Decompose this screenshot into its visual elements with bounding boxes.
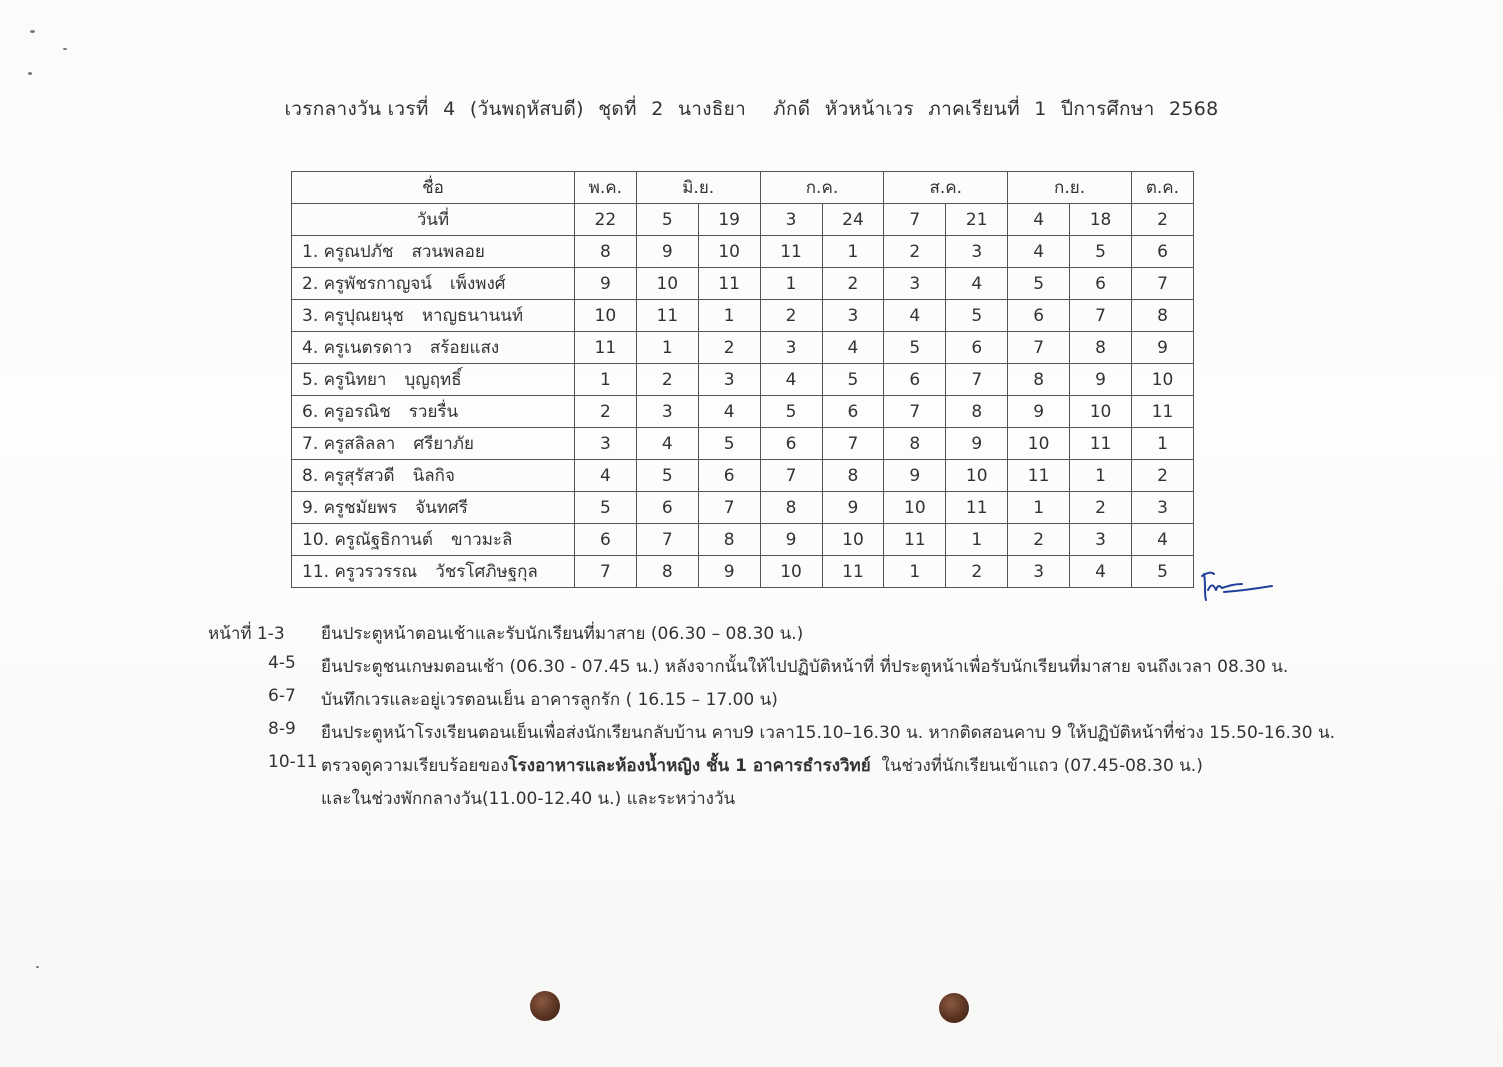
teacher-name: 1. ครูณปภัช (302, 242, 394, 262)
duty-number-cell: 8 (1008, 364, 1070, 396)
duty-number-cell: 8 (946, 396, 1008, 428)
duty-number-cell: 6 (760, 428, 822, 460)
duty-number-cell: 11 (1008, 460, 1070, 492)
teacher-name: 5. ครูนิทยา (302, 370, 387, 390)
duty-number-cell: 11 (636, 300, 698, 332)
date-header: 24 (822, 204, 884, 236)
duty-number-cell: 1 (574, 364, 636, 396)
date-header: 2 (1131, 204, 1193, 236)
teacher-name-cell (292, 428, 575, 460)
title-num: 4 (443, 98, 456, 120)
paper-speck (28, 72, 32, 75)
teacher-name-cell (292, 332, 575, 364)
duty-number-cell: 10 (1131, 364, 1193, 396)
duty-number-cell: 1 (760, 268, 822, 300)
duty-number-cell: 11 (1131, 396, 1193, 428)
signature-mark (1198, 564, 1278, 604)
duty-number-cell: 5 (698, 428, 760, 460)
document-title (0, 94, 1503, 124)
duty-number-cell: 3 (760, 332, 822, 364)
duty-number-cell: 1 (884, 556, 946, 588)
date-header: 18 (1070, 204, 1132, 236)
binder-hole (530, 991, 560, 1021)
duty-number-cell: 1 (1131, 428, 1193, 460)
month-header-row (292, 172, 1194, 204)
teacher-name-cell (292, 300, 575, 332)
table-row (292, 300, 1194, 332)
note-text: บันทึกเวรและอยู่เวรตอนเย็น อาคารลูกรัก ( 16.15 – 17.00 น) (321, 690, 778, 710)
duty-number-cell: 1 (1008, 492, 1070, 524)
duty-number-cell: 11 (698, 268, 760, 300)
duty-number-cell: 6 (1070, 268, 1132, 300)
note-text: ยืนประตูหน้าโรงเรียนตอนเย็นเพื่อส่งนักเรียนกลับบ้าน คาบ9 เวลา15.10–16.30 น. หากติดสอนคาบ 9 ให้ปฏิบัติหน้าที่ช่วง 15.50-16.30 น. (321, 723, 1335, 743)
teacher-surname: สร้อยแสง (429, 338, 500, 358)
duty-number-cell: 7 (822, 428, 884, 460)
duty-number-cell: 3 (946, 236, 1008, 268)
date-column-header: วันที่ (292, 204, 575, 236)
note-text: ยืนประตูชนเกษมตอนเช้า (06.30 - 07.45 น.) หลังจากนั้นให้ไปปฏิบัติหน้าที่ ที่ประตูหน้าเพื่อรับนักเรียนที่มาสาย จนถึงเวลา 08.30 น. (321, 657, 1289, 677)
duty-number-cell: 2 (1131, 460, 1193, 492)
duty-number-cell: 11 (1070, 428, 1132, 460)
duty-number-cell: 4 (1131, 524, 1193, 556)
title-term-num: 1 (1034, 98, 1047, 120)
note-label: หน้าที่ 1-3 (208, 624, 285, 644)
duty-number-cell: 11 (946, 492, 1008, 524)
teacher-name-cell (292, 236, 575, 268)
duty-number-cell: 1 (946, 524, 1008, 556)
duty-number-cell: 2 (1008, 524, 1070, 556)
title-year: 2568 (1168, 98, 1219, 120)
duty-number-cell: 6 (698, 460, 760, 492)
teacher-surname: สวนพลอย (411, 242, 485, 262)
duty-number-cell: 7 (1070, 300, 1132, 332)
duty-number-cell: 8 (698, 524, 760, 556)
duty-number-cell: 9 (636, 236, 698, 268)
title-term-label: ภาคเรียนที่ (928, 98, 1020, 120)
month-header: ต.ค. (1131, 172, 1193, 204)
duty-number-cell: 5 (822, 364, 884, 396)
teacher-name: 6. ครูอรณิช (302, 402, 391, 422)
teacher-name: 9. ครูชมัยพร (302, 498, 398, 518)
duty-number-cell: 2 (636, 364, 698, 396)
duty-number-cell: 6 (574, 524, 636, 556)
duty-number-cell: 3 (1070, 524, 1132, 556)
duty-number-cell: 10 (574, 300, 636, 332)
duty-number-cell: 9 (946, 428, 1008, 460)
teacher-name-cell (292, 556, 575, 588)
teacher-name: 3. ครูปุณยนุช (302, 306, 404, 326)
teacher-name-cell (292, 460, 575, 492)
duty-number-cell: 5 (760, 396, 822, 428)
binder-hole (939, 993, 969, 1023)
date-header: 21 (946, 204, 1008, 236)
duty-number-cell: 9 (760, 524, 822, 556)
title-set-num: 2 (651, 98, 664, 120)
table-row (292, 268, 1194, 300)
duty-number-cell: 9 (1008, 396, 1070, 428)
duty-number-cell: 5 (1008, 268, 1070, 300)
duty-number-cell: 4 (760, 364, 822, 396)
date-header: 22 (574, 204, 636, 236)
month-header: ส.ค. (884, 172, 1008, 204)
duty-number-cell: 3 (574, 428, 636, 460)
duty-number-cell: 5 (1131, 556, 1193, 588)
duty-number-cell: 4 (636, 428, 698, 460)
teacher-name-cell (292, 396, 575, 428)
duty-number-cell: 10 (822, 524, 884, 556)
date-header: 7 (884, 204, 946, 236)
paper-speck (36, 966, 39, 968)
note-text-part: ในช่วงที่นักเรียนเข้าแถว (07.45-08.30 น.) (881, 756, 1203, 776)
teacher-surname: ศรียาภัย (413, 434, 474, 454)
duty-number-cell: 8 (884, 428, 946, 460)
duty-number-cell: 3 (822, 300, 884, 332)
duty-number-cell: 3 (698, 364, 760, 396)
note-label: 4-5 (268, 653, 296, 673)
duty-number-cell: 10 (884, 492, 946, 524)
title-part1: เวรกลางวัน เวรที่ (284, 98, 429, 120)
date-header: 5 (636, 204, 698, 236)
title-day: (วันพฤหัสบดี) (469, 98, 584, 120)
teacher-name: 11. ครูวรวรรณ (302, 562, 418, 582)
duty-number-cell: 4 (1070, 556, 1132, 588)
date-header: 4 (1008, 204, 1070, 236)
duty-number-cell: 10 (760, 556, 822, 588)
date-header: 3 (760, 204, 822, 236)
duty-number-cell: 5 (636, 460, 698, 492)
teacher-name: 4. ครูเนตรดาว (302, 338, 412, 358)
teacher-surname: หาญธนานนท์ (421, 306, 524, 326)
month-header: มิ.ย. (636, 172, 760, 204)
title-head-surname: ภักดี (773, 98, 811, 120)
duty-number-cell: 11 (760, 236, 822, 268)
title-head-name: นางธิยา (677, 98, 747, 120)
duty-number-cell: 2 (822, 268, 884, 300)
duty-number-cell: 11 (822, 556, 884, 588)
duty-number-cell: 4 (822, 332, 884, 364)
duty-number-cell: 2 (760, 300, 822, 332)
duty-number-cell: 10 (1070, 396, 1132, 428)
duty-number-cell: 7 (760, 460, 822, 492)
duty-number-cell: 8 (1070, 332, 1132, 364)
paper-speck (30, 30, 35, 33)
table-row (292, 332, 1194, 364)
note-text-part: ตรวจดูความเรียบร้อยของ (321, 756, 509, 776)
duty-number-cell: 8 (1131, 300, 1193, 332)
table-row (292, 364, 1194, 396)
duty-number-cell: 10 (636, 268, 698, 300)
duty-number-cell: 7 (1008, 332, 1070, 364)
duty-number-cell: 5 (884, 332, 946, 364)
duty-number-cell: 6 (636, 492, 698, 524)
duty-number-cell: 5 (1070, 236, 1132, 268)
duty-number-cell: 6 (884, 364, 946, 396)
duty-number-cell: 4 (884, 300, 946, 332)
duty-number-cell: 1 (822, 236, 884, 268)
duty-number-cell: 7 (946, 364, 1008, 396)
duty-number-cell: 5 (946, 300, 1008, 332)
note-label: 8-9 (268, 719, 296, 739)
duty-number-cell: 5 (574, 492, 636, 524)
duty-number-cell: 4 (698, 396, 760, 428)
note-label: 6-7 (268, 686, 296, 706)
teacher-name: 8. ครูสุรัสวดี (302, 466, 395, 486)
duty-number-cell: 2 (574, 396, 636, 428)
date-header-row (292, 204, 1194, 236)
teacher-name: 10. ครูณัฐธิกานต์ (302, 530, 433, 550)
teacher-surname: วัชรโศภิษฐกุล (435, 562, 538, 582)
note-text (321, 752, 1203, 779)
month-header: ก.ย. (1008, 172, 1132, 204)
month-header: ก.ค. (760, 172, 884, 204)
duty-number-cell: 8 (760, 492, 822, 524)
note-text: และในช่วงพักกลางวัน(11.00-12.40 น.) และระหว่างวัน (321, 789, 736, 809)
duty-number-cell: 7 (1131, 268, 1193, 300)
duty-number-cell: 2 (698, 332, 760, 364)
note-text-bold: โรงอาหารและห้องน้ำหญิง ชั้น 1 อาคารธำรงวิทย์ (508, 756, 871, 776)
duty-number-cell: 3 (884, 268, 946, 300)
duty-number-cell: 1 (1070, 460, 1132, 492)
duty-number-cell: 6 (822, 396, 884, 428)
teacher-name-cell (292, 268, 575, 300)
teacher-surname: เพ็งพงศ์ (449, 274, 506, 294)
name-column-header: ชื่อ (292, 172, 575, 204)
table-row (292, 236, 1194, 268)
duty-number-cell: 8 (636, 556, 698, 588)
duty-number-cell: 3 (636, 396, 698, 428)
duty-number-cell: 1 (698, 300, 760, 332)
table-row (292, 396, 1194, 428)
duty-number-cell: 2 (946, 556, 1008, 588)
teacher-surname: ขาวมะลิ (450, 530, 513, 550)
duty-schedule-table (291, 171, 1194, 588)
duty-number-cell: 11 (884, 524, 946, 556)
table-row (292, 492, 1194, 524)
duty-number-cell: 4 (574, 460, 636, 492)
teacher-name-cell (292, 524, 575, 556)
note-label: 10-11 (268, 752, 318, 772)
table-row (292, 460, 1194, 492)
duty-number-cell: 7 (636, 524, 698, 556)
table-row (292, 556, 1194, 588)
title-head-role: หัวหน้าเวร (824, 98, 914, 120)
duty-number-cell: 10 (1008, 428, 1070, 460)
duty-number-cell: 7 (884, 396, 946, 428)
title-set-label: ชุดที่ (598, 98, 637, 120)
duty-number-cell: 9 (1070, 364, 1132, 396)
duty-number-cell: 8 (822, 460, 884, 492)
teacher-surname: นิลกิจ (412, 466, 455, 486)
teacher-surname: จันทศรี (415, 498, 468, 518)
note-text: ยืนประตูหน้าตอนเช้าและรับนักเรียนที่มาสาย (06.30 – 08.30 น.) (321, 624, 804, 644)
duty-number-cell: 2 (884, 236, 946, 268)
duty-number-cell: 10 (946, 460, 1008, 492)
date-header: 19 (698, 204, 760, 236)
duty-number-cell: 9 (884, 460, 946, 492)
teacher-name-cell (292, 364, 575, 396)
month-header: พ.ค. (574, 172, 636, 204)
duty-number-cell: 9 (822, 492, 884, 524)
duty-number-cell: 6 (1008, 300, 1070, 332)
duty-number-cell: 4 (1008, 236, 1070, 268)
duty-number-cell: 9 (698, 556, 760, 588)
duty-number-cell: 3 (1131, 492, 1193, 524)
duty-number-cell: 9 (1131, 332, 1193, 364)
teacher-name: 7. ครูสลิลลา (302, 434, 396, 454)
teacher-name-cell (292, 492, 575, 524)
duty-number-cell: 6 (946, 332, 1008, 364)
duty-number-cell: 3 (1008, 556, 1070, 588)
paper-speck (63, 48, 67, 50)
duty-number-cell: 4 (946, 268, 1008, 300)
duty-number-cell: 2 (1070, 492, 1132, 524)
duty-number-cell: 6 (1131, 236, 1193, 268)
duty-number-cell: 7 (698, 492, 760, 524)
duty-number-cell: 11 (574, 332, 636, 364)
duty-number-cell: 10 (698, 236, 760, 268)
duty-number-cell: 7 (574, 556, 636, 588)
duty-number-cell: 1 (636, 332, 698, 364)
teacher-surname: บุญฤทธิ์ (404, 370, 462, 390)
teacher-surname: รวยรื่น (408, 402, 459, 422)
table-row (292, 428, 1194, 460)
duty-number-cell: 8 (574, 236, 636, 268)
duty-number-cell: 9 (574, 268, 636, 300)
title-year-label: ปีการศึกษา (1060, 98, 1155, 120)
teacher-name: 2. ครูพัชรกาญจน์ (302, 274, 432, 294)
table-row (292, 524, 1194, 556)
schedule-body (292, 236, 1194, 588)
